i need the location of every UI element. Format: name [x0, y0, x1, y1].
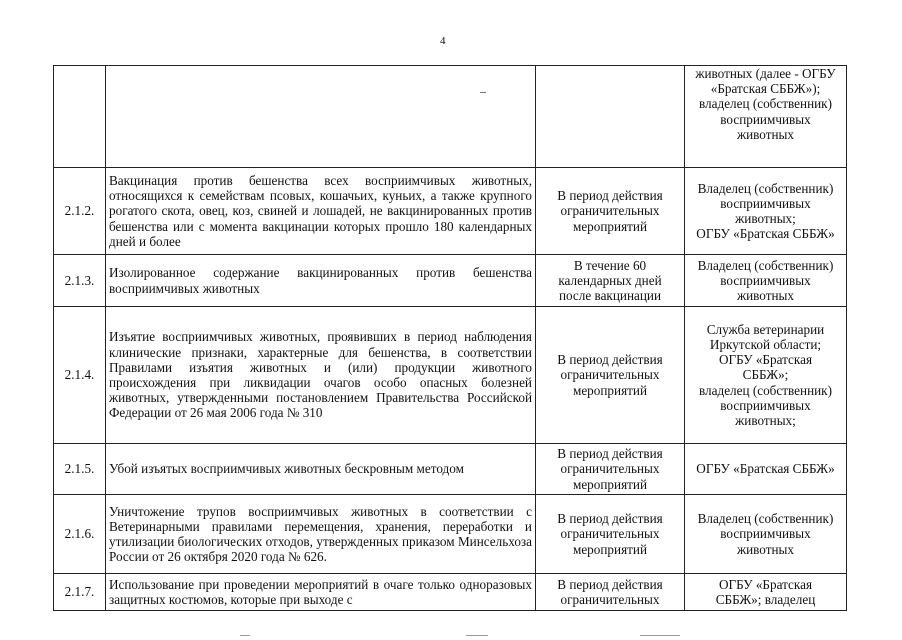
responsible-cell	[685, 495, 847, 574]
event-description: Уничтожение трупов восприимчивых животных в соответствии с Ветеринарными правилами перемещения, хранения, переработки и утилизации биологических отходов, утвержденных приказом Минсельхоза России от 26 октября 2020 года № 626.	[106, 495, 536, 574]
term-cell-line: В период действия	[557, 446, 663, 462]
event-description: Вакцинация против бешенства всех восприимчивых животных, относящихся к семействам псовых, кошачьих, куньих, а также крупного рогатого скота, овец, коз, свиней и лошадей, не вакцинированных против бешенства или с момента вакцинации которых прошло 180 календарных дней и более	[106, 168, 536, 255]
table-row	[54, 444, 847, 495]
term-cell-line: мероприятий	[572, 218, 648, 234]
item-number: 2.1.5.	[54, 444, 106, 495]
term-cell-line: В период действия	[557, 576, 663, 592]
responsible-cell-line: восприимчивых	[720, 526, 811, 542]
term-cell	[536, 444, 685, 495]
term-cell-line: ограничительных	[560, 526, 660, 542]
responsible-cell-line: ОГБУ «Братская СББЖ»	[696, 461, 835, 477]
table-row	[54, 66, 847, 168]
responsible-cell-line: восприимчивых	[720, 272, 811, 288]
item-number: 2.1.4.	[54, 307, 106, 444]
item-number	[54, 66, 106, 168]
term-cell-line: ограничительных	[560, 461, 660, 477]
responsible-cell	[685, 168, 847, 255]
term-cell-line: календарных дней	[558, 272, 662, 288]
responsible-cell-line: животных	[737, 541, 794, 557]
term-cell-line: мероприятий	[572, 382, 648, 398]
item-number: 2.1.2.	[54, 168, 106, 255]
scan-artifact	[640, 635, 680, 636]
responsible-cell-line: восприимчивых	[720, 195, 811, 211]
table-row	[54, 495, 847, 574]
table-row	[54, 307, 847, 444]
term-cell	[536, 66, 685, 168]
responsible-cell-line: восприимчивых	[720, 111, 811, 127]
term-cell-line: В период действия	[557, 188, 663, 204]
term-cell-line: ограничительных	[560, 592, 660, 607]
item-number: 2.1.3.	[54, 255, 106, 307]
responsible-cell-line: СББЖ»; владелец	[715, 592, 816, 607]
responsible-cell-line: «Братская СББЖ»);	[710, 81, 821, 97]
event-description: Изъятие восприимчивых животных, проявивших в период наблюдения клинические признаки, характерные для бешенства, в соответствии Правилами изъятия животных и (или) продукции животного происхождения при ликвидации очагов особо опасных болезней животных, утвержденными постановлением Правительства Российской Федерации от 26 мая 2006 года № 310	[106, 307, 536, 444]
responsible-cell-line: восприимчивых	[720, 397, 811, 413]
term-cell-line: В период действия	[557, 511, 663, 527]
responsible-cell	[685, 255, 847, 307]
table-row	[54, 255, 847, 307]
responsible-cell-line: Владелец (собственник)	[697, 257, 834, 273]
scan-artifact	[466, 635, 488, 636]
responsible-cell-line: Владелец (собственник)	[697, 511, 834, 527]
responsible-cell-line: животных	[737, 126, 794, 142]
term-cell-line: после вакцинации	[558, 288, 662, 304]
term-cell-line: ограничительных	[560, 367, 660, 383]
term-cell-line: мероприятий	[572, 476, 648, 492]
responsible-cell-line: животных	[737, 288, 794, 304]
measures-table	[53, 65, 847, 611]
responsible-cell-line: ОГБУ «Братская	[718, 576, 813, 592]
term-cell-line: ограничительных	[560, 203, 660, 219]
term-cell	[536, 307, 685, 444]
event-description	[106, 66, 536, 168]
responsible-cell-line: СББЖ»;	[742, 367, 789, 383]
item-number: 2.1.7.	[54, 574, 106, 611]
responsible-cell-line: ОГБУ «Братская	[718, 352, 813, 368]
responsible-cell-line: животных;	[735, 211, 796, 226]
responsible-cell-line: животных;	[735, 413, 796, 428]
table-row	[54, 168, 847, 255]
responsible-cell-line: владелец (собственник)	[699, 382, 832, 398]
responsible-cell-line: Владелец (собственник)	[697, 180, 834, 196]
responsible-cell	[685, 574, 847, 611]
page-number: 4	[440, 35, 446, 47]
responsible-cell	[685, 444, 847, 495]
responsible-cell	[685, 307, 847, 444]
event-description: Убой изъятых восприимчивых животных бескровным методом	[106, 444, 536, 495]
scan-artifact	[240, 635, 250, 636]
responsible-cell	[685, 66, 847, 168]
term-cell	[536, 574, 685, 611]
table-row	[54, 574, 847, 611]
responsible-cell-line: ОГБУ «Братская СББЖ»	[696, 226, 835, 242]
term-cell	[536, 168, 685, 255]
term-cell-line: В течение 60	[573, 257, 647, 273]
item-number: 2.1.6.	[54, 495, 106, 574]
term-cell-line: В период действия	[557, 352, 663, 368]
term-cell	[536, 495, 685, 574]
event-description: Использование при проведении мероприятий в очаге только одноразовых защитных костюмов, которые при выходе с	[106, 574, 536, 611]
responsible-cell-line: Служба ветеринарии	[706, 321, 825, 337]
event-description: Изолированное содержание вакцинированных против бешенства восприимчивых животных	[106, 255, 536, 307]
term-cell-line: мероприятий	[572, 541, 648, 557]
responsible-cell-line: владелец (собственник)	[699, 96, 832, 112]
term-cell	[536, 255, 685, 307]
responsible-cell-line: животных (далее - ОГБУ	[695, 66, 836, 81]
responsible-cell-line: Иркутской области;	[709, 336, 822, 352]
